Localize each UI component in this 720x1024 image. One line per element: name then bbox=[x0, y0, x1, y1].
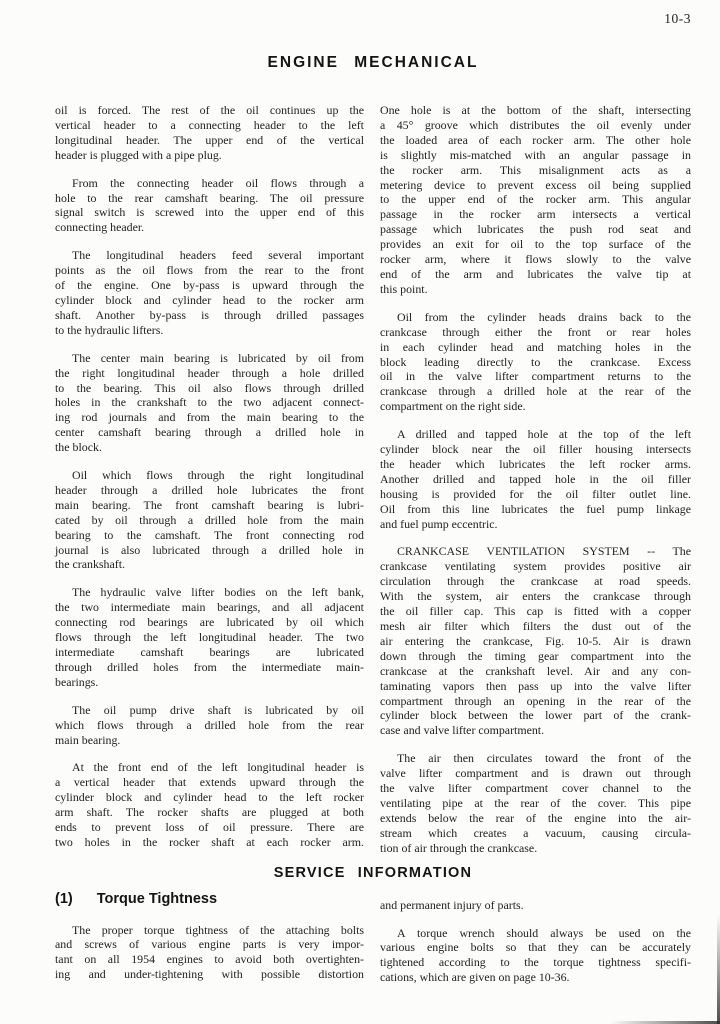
text-line: the block. bbox=[55, 440, 102, 455]
text-line: housing is provided for the oil filter outlet line. bbox=[380, 486, 691, 501]
text-line: mesh air filter which filters the dust out of the bbox=[380, 619, 691, 633]
text-line: cated by oil through a drilled hole from the main bbox=[55, 512, 364, 527]
text-line: shaft. Another by-pass is through drilled passages bbox=[55, 307, 364, 322]
text-line: CRANKCASE VENTILATION SYSTEM -- The bbox=[397, 544, 691, 559]
text-line: vertical header to a connecting header to the left bbox=[55, 117, 364, 132]
text-line: case and valve lifter compartment. bbox=[380, 723, 545, 738]
text-line: holes in the crankshaft to the two adjacent connect- bbox=[55, 395, 364, 410]
paragraph bbox=[380, 310, 691, 414]
text-line: cylinder block and cylinder head to the rocker arm bbox=[55, 292, 364, 307]
text-line: and permanent injury of parts. bbox=[380, 897, 524, 912]
service-right-paragraphs bbox=[380, 898, 691, 986]
text-line: From the connecting header oil flows through a bbox=[72, 175, 364, 190]
text-line: air entering the crankcase, Fig. 10-5. Air is drawn bbox=[380, 633, 691, 648]
text-line: header is plugged with a pipe plug. bbox=[55, 147, 222, 162]
page-title: ENGINE MECHANICAL bbox=[267, 54, 479, 71]
text-line: A drilled and tapped hole at the top of the left bbox=[397, 427, 691, 442]
subsection-heading bbox=[55, 892, 364, 907]
text-line: cylinder block near the oil filler housing intersects bbox=[380, 442, 691, 457]
text-line: The longitudinal headers feed several important bbox=[72, 248, 364, 263]
text-line: tion of air through the crankcase. bbox=[380, 840, 538, 855]
text-line: the crankshaft. bbox=[55, 557, 125, 572]
text-line: main bearing. bbox=[55, 732, 121, 747]
paragraph bbox=[380, 544, 691, 738]
text-line: a 45° groove which distributes the oil evenly under bbox=[380, 117, 691, 132]
text-line: ventilating pipe at the rear of the cover. This pipe bbox=[380, 795, 691, 810]
text-line: ing rod journals and from the main bearing to the bbox=[55, 410, 364, 425]
text-line: tightened according to the torque tightness specifi- bbox=[380, 955, 691, 970]
text-line: provides an exit for oil to the top surface of the bbox=[380, 237, 691, 252]
right-column bbox=[380, 103, 691, 856]
paragraph bbox=[55, 176, 364, 236]
text-line: to the upper end of the rocker arm. This angular bbox=[380, 192, 691, 207]
paragraph bbox=[55, 703, 364, 748]
service-information-section bbox=[55, 892, 691, 986]
paragraph bbox=[55, 248, 364, 337]
text-line: arm shaft. The rocker shafts are plugged at both bbox=[55, 805, 364, 820]
text-line: compartment through an opening in the rear of the bbox=[380, 693, 691, 708]
text-line: The hydraulic valve lifter bodies on the left bank, bbox=[72, 585, 364, 600]
text-line: crankcase through either the front or rear holes bbox=[380, 324, 691, 339]
text-line: Oil from the cylinder heads drains back to the bbox=[397, 309, 691, 324]
paragraph bbox=[380, 427, 691, 531]
text-line: One hole is at the bottom of the shaft, intersecting bbox=[380, 103, 691, 117]
paragraph bbox=[380, 898, 691, 913]
paragraph bbox=[55, 923, 364, 983]
text-line: down through the timing gear compartment into the bbox=[380, 648, 691, 663]
text-line: With the system, air enters the crankcase through bbox=[380, 589, 691, 604]
text-line: taminating vapors then pass up into the valve lifter bbox=[380, 678, 691, 693]
text-line: compartment on the right side. bbox=[380, 399, 526, 414]
text-line: the loaded area of each rocker arm. The other hole bbox=[380, 132, 691, 147]
text-line: block leading directly to the crankcase. Excess bbox=[380, 354, 691, 369]
paragraph bbox=[380, 926, 691, 986]
service-left-paragraphs bbox=[55, 923, 364, 983]
text-line: the right longitudinal header through a hole drilled bbox=[55, 365, 364, 380]
engine-mechanical-section bbox=[55, 103, 691, 856]
paragraph bbox=[380, 751, 691, 855]
text-line: this point. bbox=[380, 281, 428, 296]
text-line: end of the arm and lubricates the valve tip at bbox=[380, 266, 691, 281]
paragraph bbox=[55, 760, 364, 849]
text-line: center camshaft bearing through a drilled hole in bbox=[55, 425, 364, 440]
text-line: At the front end of the left longitudinal header is bbox=[72, 760, 364, 775]
text-line: to the bearing. This oil also flows through drilled bbox=[55, 380, 364, 395]
text-line: passage which lubricates the push rod seat and bbox=[380, 222, 691, 237]
text-line: connecting rod bearings are lubricated by oil which bbox=[55, 615, 364, 630]
text-line: rocker arm, where it flows slowly to the valve bbox=[380, 252, 691, 267]
text-line: journal is also lubricated through a drilled hole in bbox=[55, 542, 364, 557]
text-line: the valve lifter compartment cover channel to the bbox=[380, 781, 691, 796]
text-line: a vertical header that extends upward through the bbox=[55, 775, 364, 790]
text-line: longitudinal header. The upper end of the vertical bbox=[55, 132, 364, 147]
paragraph bbox=[380, 103, 691, 297]
text-line: metering device to prevent excess oil being supplied bbox=[380, 177, 691, 192]
text-line: The proper torque tightness of the attaching bolts bbox=[72, 922, 364, 937]
service-right-column bbox=[380, 892, 691, 986]
text-line: the header which lubricates the left rocker arms. bbox=[380, 456, 691, 471]
text-line: cylinder block and cylinder head to the left rocker bbox=[55, 790, 364, 805]
text-line: and screws of various engine parts is very impor- bbox=[55, 937, 364, 952]
service-left-column bbox=[55, 892, 364, 986]
text-line: flows through the left longitudinal header. The two bbox=[55, 630, 364, 645]
text-line: valve lifter compartment and is drawn out through bbox=[380, 766, 691, 781]
text-line: bearing to the camshaft. The front connecting rod bbox=[55, 527, 364, 542]
text-line: circulation through the crankcase at road speeds. bbox=[380, 574, 691, 589]
text-line: two holes in the rocker shaft at each rocker arm. bbox=[55, 834, 364, 849]
text-line: various engine bolts so that they can be accurately bbox=[380, 940, 691, 955]
text-line: connecting header. bbox=[55, 220, 145, 235]
text-line: extends below the rear of the engine into the air- bbox=[380, 810, 691, 825]
page-number: 10-3 bbox=[664, 11, 691, 26]
subsection-number: (1) bbox=[55, 890, 73, 907]
left-column bbox=[55, 103, 364, 856]
text-line: Another drilled and tapped hole in the oil filler bbox=[380, 471, 691, 486]
subsection-title: Torque Tightness bbox=[96, 890, 218, 907]
text-line: oil in the valve lifter compartment returns to the bbox=[380, 369, 691, 384]
text-line: signal switch is screwed into the upper end of this bbox=[55, 205, 364, 220]
text-line: in each cylinder head and matching holes in the bbox=[380, 339, 691, 354]
text-line: the two intermediate main bearings, and all adjacent bbox=[55, 600, 364, 615]
text-line: ends to prevent loss of oil pressure. There are bbox=[55, 820, 364, 835]
text-line: to the hydraulic lifters. bbox=[55, 322, 164, 337]
text-line: is slightly mis-matched with an angular passage in bbox=[380, 147, 691, 162]
text-line: and fuel pump eccentric. bbox=[380, 516, 498, 531]
text-line: passage in the rocker arm intersects a vertical bbox=[380, 207, 691, 222]
text-line: ing and under-tightening with possible distortion bbox=[55, 967, 364, 982]
text-line: stream which creates a vacuum, causing circula- bbox=[380, 825, 691, 840]
text-line: cations, which are given on page 10-36. bbox=[380, 970, 570, 985]
text-line: of the engine. One by-pass is upward through the bbox=[55, 278, 364, 293]
paragraph bbox=[55, 468, 364, 572]
text-line: oil is forced. The rest of the oil continues up the bbox=[55, 103, 364, 117]
text-line: The oil pump drive shaft is lubricated by oil bbox=[72, 702, 364, 717]
text-line: The center main bearing is lubricated by oil from bbox=[72, 350, 364, 365]
text-line: hole to the rear camshaft bearing. The oil pressure bbox=[55, 190, 364, 205]
service-information-heading: SERVICE INFORMATION bbox=[273, 864, 473, 881]
text-line: Oil from this line lubricates the fuel pump linkage bbox=[380, 501, 691, 516]
text-line: which flows through a drilled hole from the rear bbox=[55, 717, 364, 732]
text-line: intermediate camshaft bearings are lubricated bbox=[55, 645, 364, 659]
text-line: header through a drilled hole lubricates the front bbox=[55, 482, 364, 497]
text-line: The air then circulates toward the front of the bbox=[397, 751, 691, 766]
text-line: crankcase ventilating system provides positive air bbox=[380, 559, 691, 574]
text-line: through drilled holes from the intermediate main- bbox=[55, 659, 364, 674]
paragraph bbox=[55, 351, 364, 455]
text-line: crankcase at the crankshaft level. Air and any con- bbox=[380, 663, 691, 678]
text-line: the oil filler cap. This cap is fitted with a copper bbox=[380, 604, 691, 619]
text-line: cylinder block between the lower part of the crank- bbox=[380, 708, 691, 723]
paragraph bbox=[55, 585, 364, 689]
text-line: A torque wrench should always be used on the bbox=[397, 925, 691, 940]
text-line: tant on all 1954 engines to avoid both overtighten- bbox=[55, 952, 364, 967]
text-line: bearings. bbox=[55, 674, 99, 689]
text-line: main bearing. The front camshaft bearing is lubri- bbox=[55, 497, 364, 512]
text-line: points as the oil flows from the rear to the front bbox=[55, 263, 364, 278]
paragraph bbox=[55, 103, 364, 163]
text-line: the rocker arm. This misalignment acts as a bbox=[380, 162, 691, 177]
text-line: crankcase through a drilled hole at the rear of the bbox=[380, 384, 691, 399]
text-line: Oil which flows through the right longitudinal bbox=[72, 468, 364, 483]
